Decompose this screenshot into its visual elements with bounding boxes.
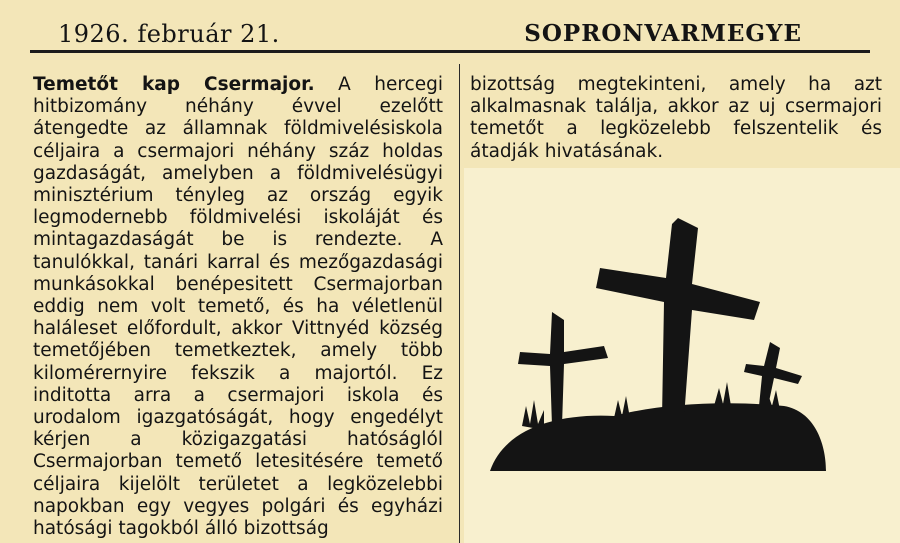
column-divider: [459, 64, 460, 543]
grass-tuft: [522, 400, 544, 430]
grave-mound: [490, 403, 826, 471]
article-left-column: [33, 74, 443, 543]
illustration-panel: [464, 168, 900, 543]
left-cross: [518, 312, 608, 426]
grass-tuft: [714, 382, 731, 406]
large-cross: [596, 218, 760, 418]
newspaper-title: SOPRONVARMEGYE: [524, 20, 802, 47]
header-rule: [30, 50, 870, 53]
page-header: [0, 0, 900, 52]
article-headline: Temetőt kap Csermajor.: [33, 74, 315, 95]
article-right-column: [470, 74, 882, 163]
article-body-right: bizottság megtekinteni, amely ha azt alkalmasnak találja, akkor az uj csermajori temetőt a legközelebb felszentelik és átadják hivatásának.: [470, 74, 882, 162]
article-paragraph: [33, 74, 443, 540]
cemetery-crosses-icon: [464, 168, 900, 543]
article-body-left: A hercegi hitbizomány néhány évvel ezelőtt átengedte az államnak földmivelésiskola céljaira a csermajori néhány száz holdas gazdaságát, amelyben a földmivelésügyi minisztérium tényleg az ország egyik legmodernebb földmivelési iskoláját és mintagazdaságát be is rendezte. A tanulókkal, tanári karral és mezőgazdasági munkásokkal benépesitett Csermajorban eddig nem volt temető, és ha véletlenül haláleset előfordult, akkor Vittnyéd község temetőjében temetkeztek, amely több kilomérernyire fekszik a majortól. Ez inditotta arra a csermajori iskola és urodalom igazgatóságát, hogy engedélyt kérjen a közigazgatási hatóságlól Csermajorban temető letesitésére temető céljaira kijelölt területet a legközelebbi napokban egy vegyes polgári és egyházi hatósági tagokból álló bizottság: [33, 74, 443, 540]
issue-date: 1926. február 21.: [58, 20, 280, 48]
